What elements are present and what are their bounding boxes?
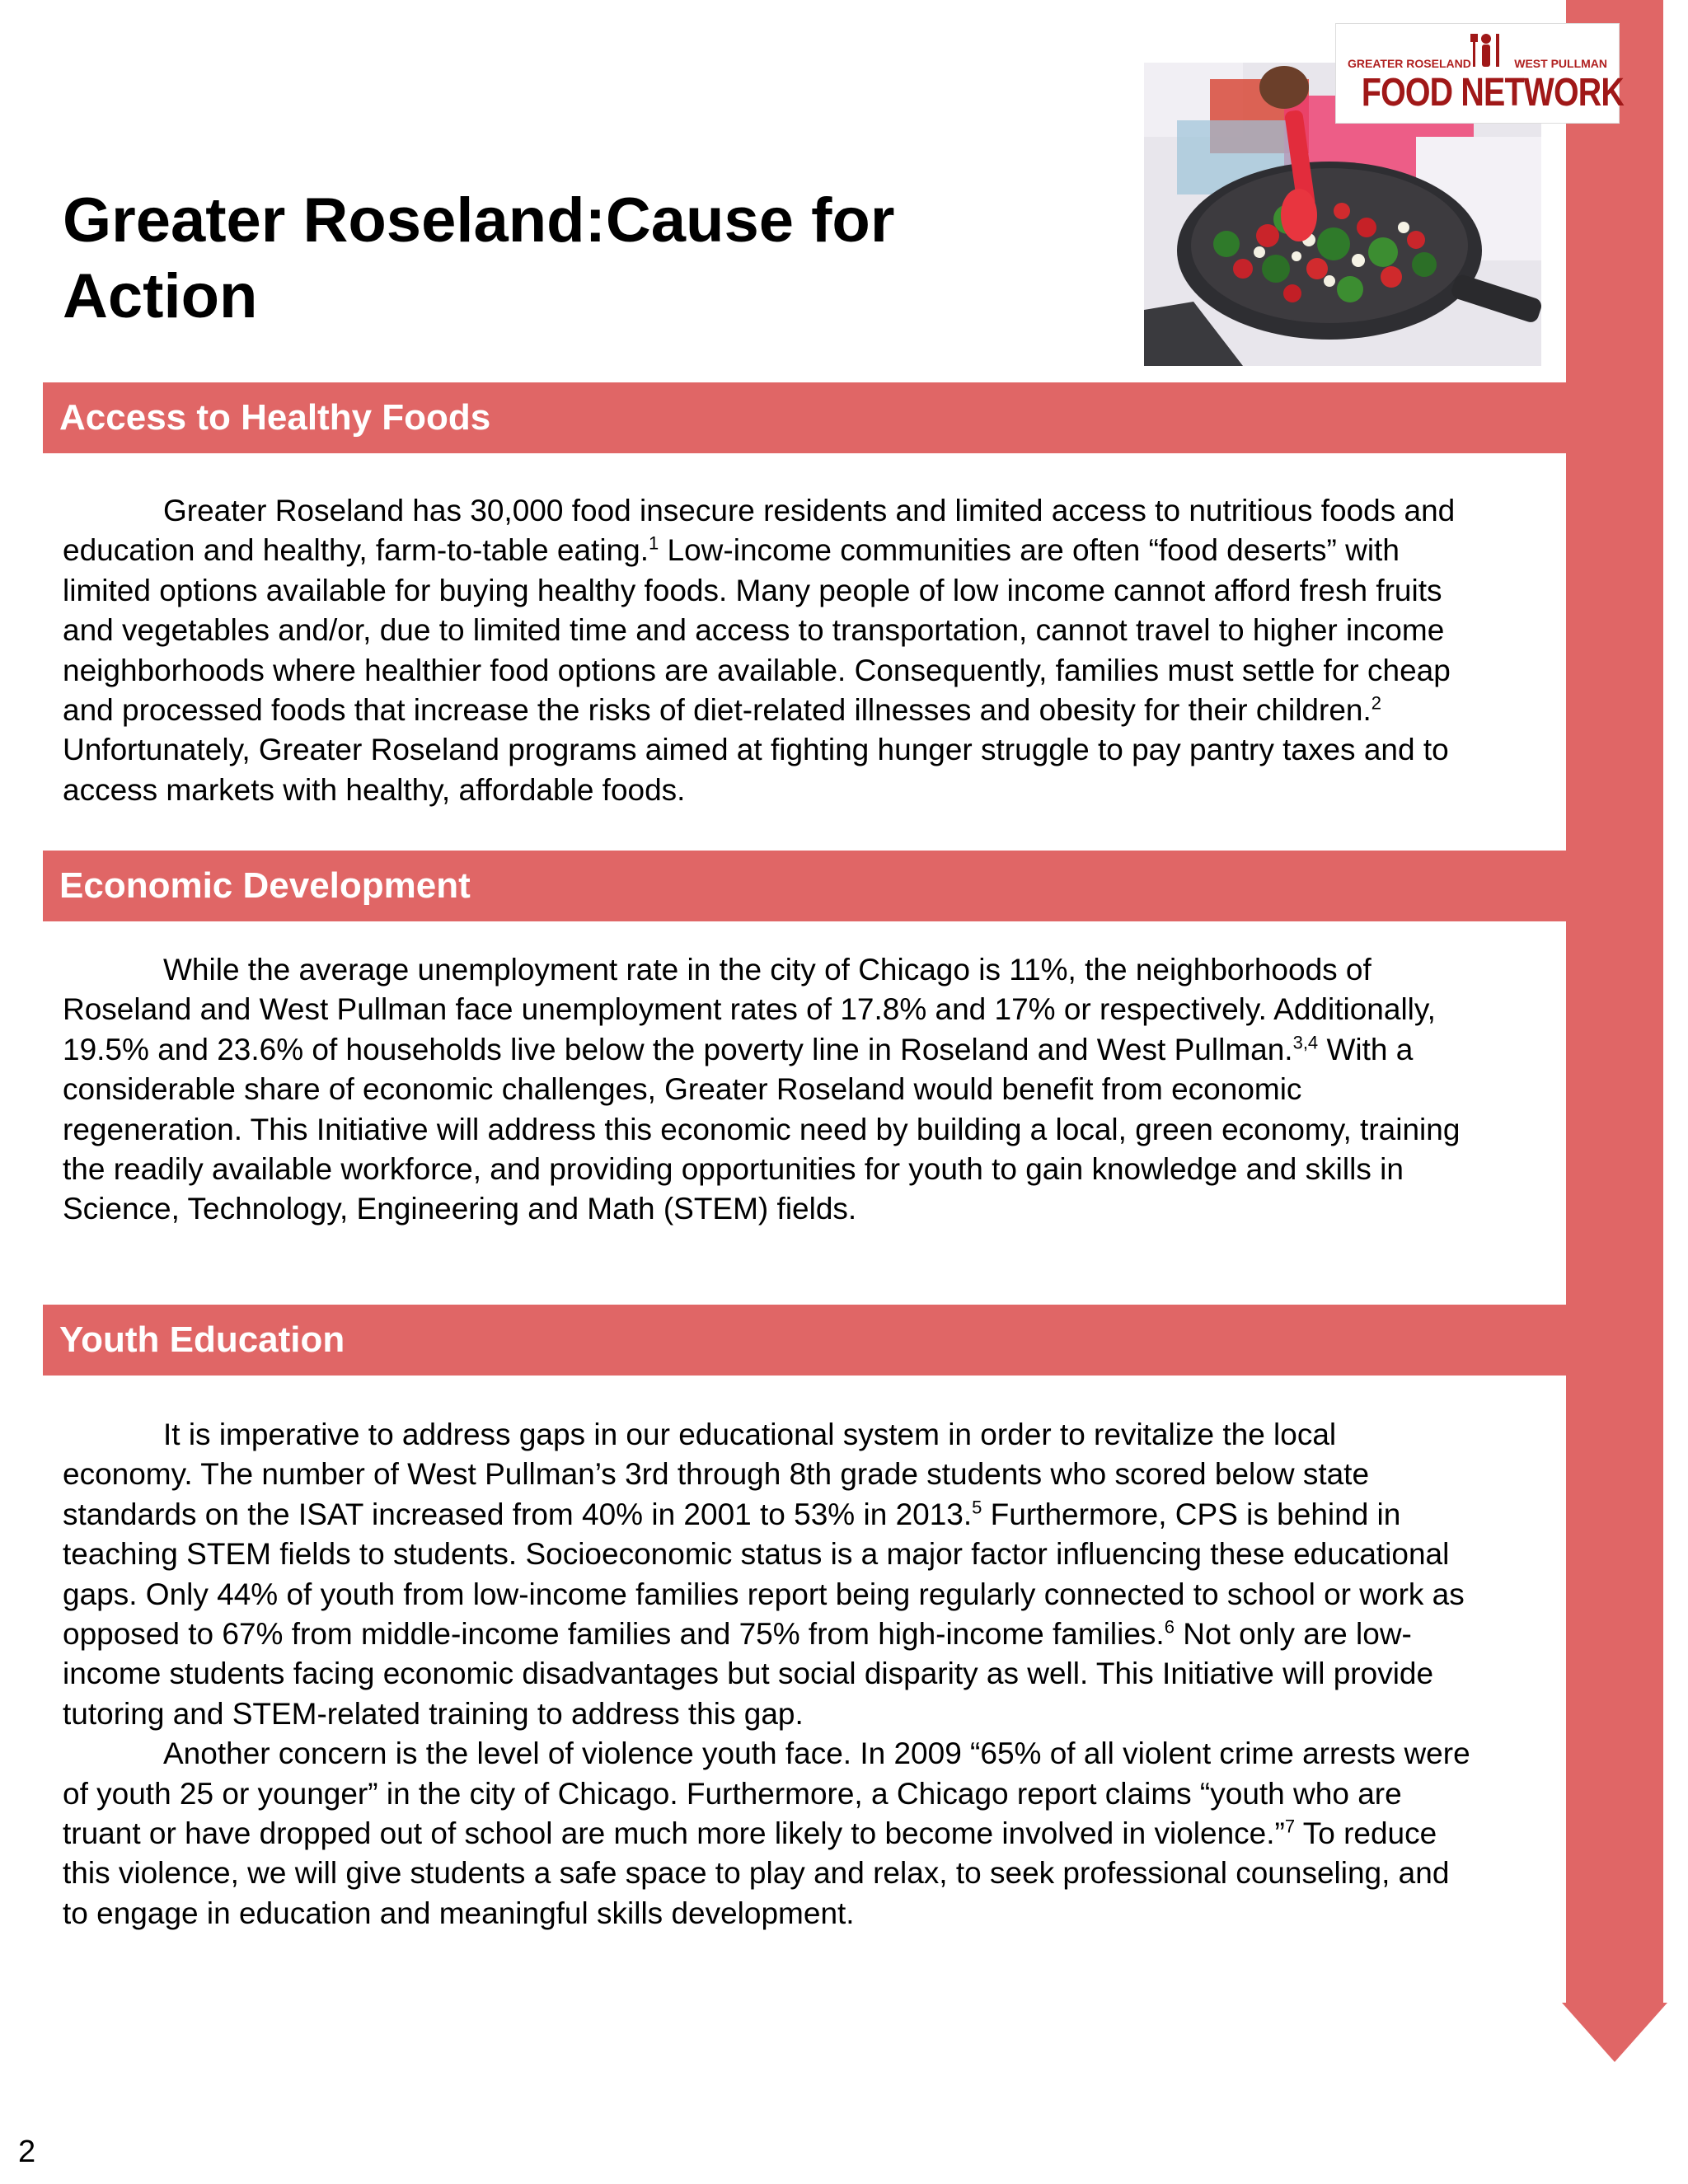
logo-text-left: GREATER ROSELAND: [1348, 57, 1471, 70]
paragraph-text: Another concern is the level of violence youth face. In 2009 “65% of all violent crime arrests were of youth 25 or younger” in the city of Chicago. Furthermore, a Chicago report claims “youth who are truant or have dropped out of school are much more likely to become involved in violence.”: [63, 1736, 1470, 1851]
red-arrow-shaft: [1566, 0, 1663, 2003]
paragraph-text: It is imperative to address gaps in our educational system in order to revitalize the local economy. The number of West Pullman’s 3rd through 8th grade students who scored below state standards on the ISAT increased from 40% in 2001 to 53% in 2013.: [63, 1418, 1370, 1531]
body-paragraph: [63, 1415, 1472, 1734]
section-body-economic-development: [63, 950, 1472, 1230]
paragraph-text: Not only are low-income students facing economic disadvantages but social disparity as well. This Initiative will provide tutoring and STEM-related training to address this gap.: [63, 1617, 1434, 1731]
section-heading-label: Youth Education: [59, 1319, 345, 1360]
footnote-marker: 2: [1371, 692, 1381, 714]
footnote-marker: 3,4: [1292, 1032, 1319, 1053]
body-paragraph: [63, 1734, 1472, 1933]
paragraph-text: While the average unemployment rate in the city of Chicago is 11%, the neighborhoods of Roseland and West Pullman face unemployment rates of 17.8% and 17% or respectively. Additionally, 19.5% and 23.6% of households live below the poverty line in Roseland and West Pullman.: [63, 953, 1436, 1066]
paragraph-text: With a considerable share of economic challenges, Greater Roseland would benefit from economic regeneration. This Initiative will address this economic need by building a local, green economy, training the readily available workforce, and providing opportunities for youth to gain knowledge and skills in Science, Technology, Engineering and Math (STEM) fields.: [63, 1032, 1461, 1226]
section-heading-youth-education: [43, 1305, 1566, 1376]
footnote-marker: 6: [1164, 1616, 1175, 1638]
body-paragraph: [63, 950, 1472, 1230]
footnote-marker: 7: [1284, 1816, 1296, 1837]
logo-text-main: FOOD NETWORK: [1361, 71, 1625, 115]
food-network-logo: [1335, 23, 1625, 124]
paragraph-text: Furthermore, CPS is behind in teaching STEM fields to students. Socioeconomic status is a major factor influencing these educational gaps. Only 44% of youth from low-income families report being regularly connected to school or work as opposed to 67% from middle-income families and 75% from high-income families.: [63, 1497, 1465, 1652]
footnote-marker: 1: [649, 533, 659, 555]
section-body-healthy-foods: [63, 491, 1472, 810]
paragraph-text: Unfortunately, Greater Roseland programs aimed at fighting hunger struggle to pay pantry taxes and to access markets with healthy, affordable foods.: [63, 733, 1449, 807]
paragraph-text: Greater Roseland has 30,000 food insecure residents and limited access to nutritious foods and education and healthy, farm-to-table eating.: [63, 494, 1456, 568]
down-arrow-icon: [1562, 2003, 1667, 2062]
page-number: 2: [18, 2135, 36, 2169]
page-title: Greater Roseland:Cause for Action: [63, 185, 895, 331]
fork-knife-family-icon: [1470, 29, 1503, 70]
paragraph-text: To reduce this violence, we will give students a safe space to play and relax, to seek professional counseling, and to engage in education and meaningful skills development.: [63, 1816, 1450, 1930]
section-heading-economic-development: [43, 851, 1566, 921]
section-body-youth-education: [63, 1415, 1472, 1933]
footnote-marker: 5: [972, 1497, 982, 1518]
section-heading-label: Economic Development: [59, 865, 471, 906]
logo-text-right: WEST PULLMAN: [1514, 57, 1607, 70]
section-heading-healthy-foods: [43, 382, 1566, 453]
body-paragraph: [63, 491, 1472, 810]
paragraph-text: Low-income communities are often “food deserts” with limited options available for buying healthy foods. Many people of low income cannot afford fresh fruits and vegetables and/or, due to limited time and access to transportation, cannot travel to higher income neighborhoods where healthier food options are available. Consequently, families must settle for cheap and processed foods that increase the risks of diet-related illnesses and obesity for their children.: [63, 533, 1451, 728]
section-heading-label: Access to Healthy Foods: [59, 397, 491, 438]
